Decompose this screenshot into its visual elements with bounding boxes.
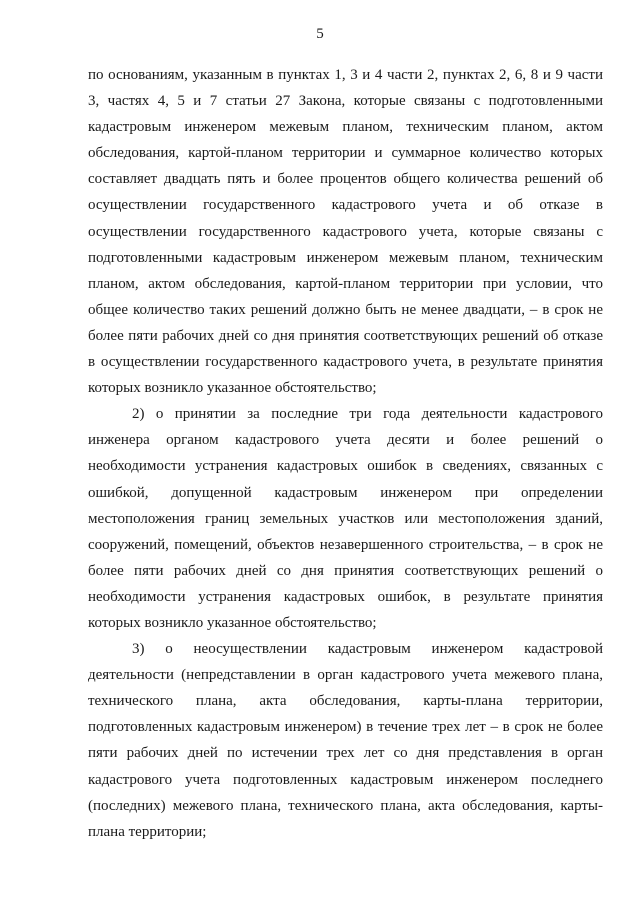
document-body	[88, 62, 603, 845]
paragraph-item-2: 2) о принятии за последние три года деятельности кадастрового инженера органом кадастрового учета десяти и более решений о необходимости устранения кадастровых ошибок в сведениях, связанных с ошибкой, допущенной кадастровым инженером при определении местоположения границ земельных участков или местоположения зданий, сооружений, помещений, объектов незавершенного строительства, – в срок не более пяти рабочих дней со дня принятия соответствующих решений о необходимости устранения кадастровых ошибок, в результате принятия которых возникло указанное обстоятельство;	[88, 406, 603, 631]
paragraph-continuation: по основаниям, указанным в пунктах 1, 3 и 4 части 2, пунктах 2, 6, 8 и 9 части 3, частях 4, 5 и 7 статьи 27 Закона, которые связаны с подготовленными кадастровым инженером межевым планом, техническим планом, актом обследования, картой-планом территории и суммарное количество которых составляет двадцать пять и более процентов общего количества решений об осуществлении государственного кадастрового учета и об отказе в осуществлении государственного кадастрового учета, которые связаны с подготовленными кадастровым инженером межевым планом, техническим планом, актом обследования, картой-планом территории при условии, что общее количество таких решений должно быть не менее двадцати, – в срок не более пяти рабочих дней со дня принятия соответствующих решений об отказе в осуществлении государственного кадастрового учета, в результате принятия которых возникло указанное обстоятельство;	[88, 67, 603, 397]
paragraph-item-3: 3) о неосуществлении кадастровым инженером кадастровой деятельности (непредставлении в орган кадастрового учета межевого плана, технического плана, акта обследования, карты-плана территории, подготовленных кадастровым инженером) в течение трех лет – в срок не более пяти рабочих дней по истечении трех лет со дня представления в орган кадастрового учета подготовленных кадастровым инженером последнего (последних) межевого плана, технического плана, акта обследования, карты-плана территории;	[88, 641, 603, 840]
page-number: 5	[316, 26, 324, 42]
